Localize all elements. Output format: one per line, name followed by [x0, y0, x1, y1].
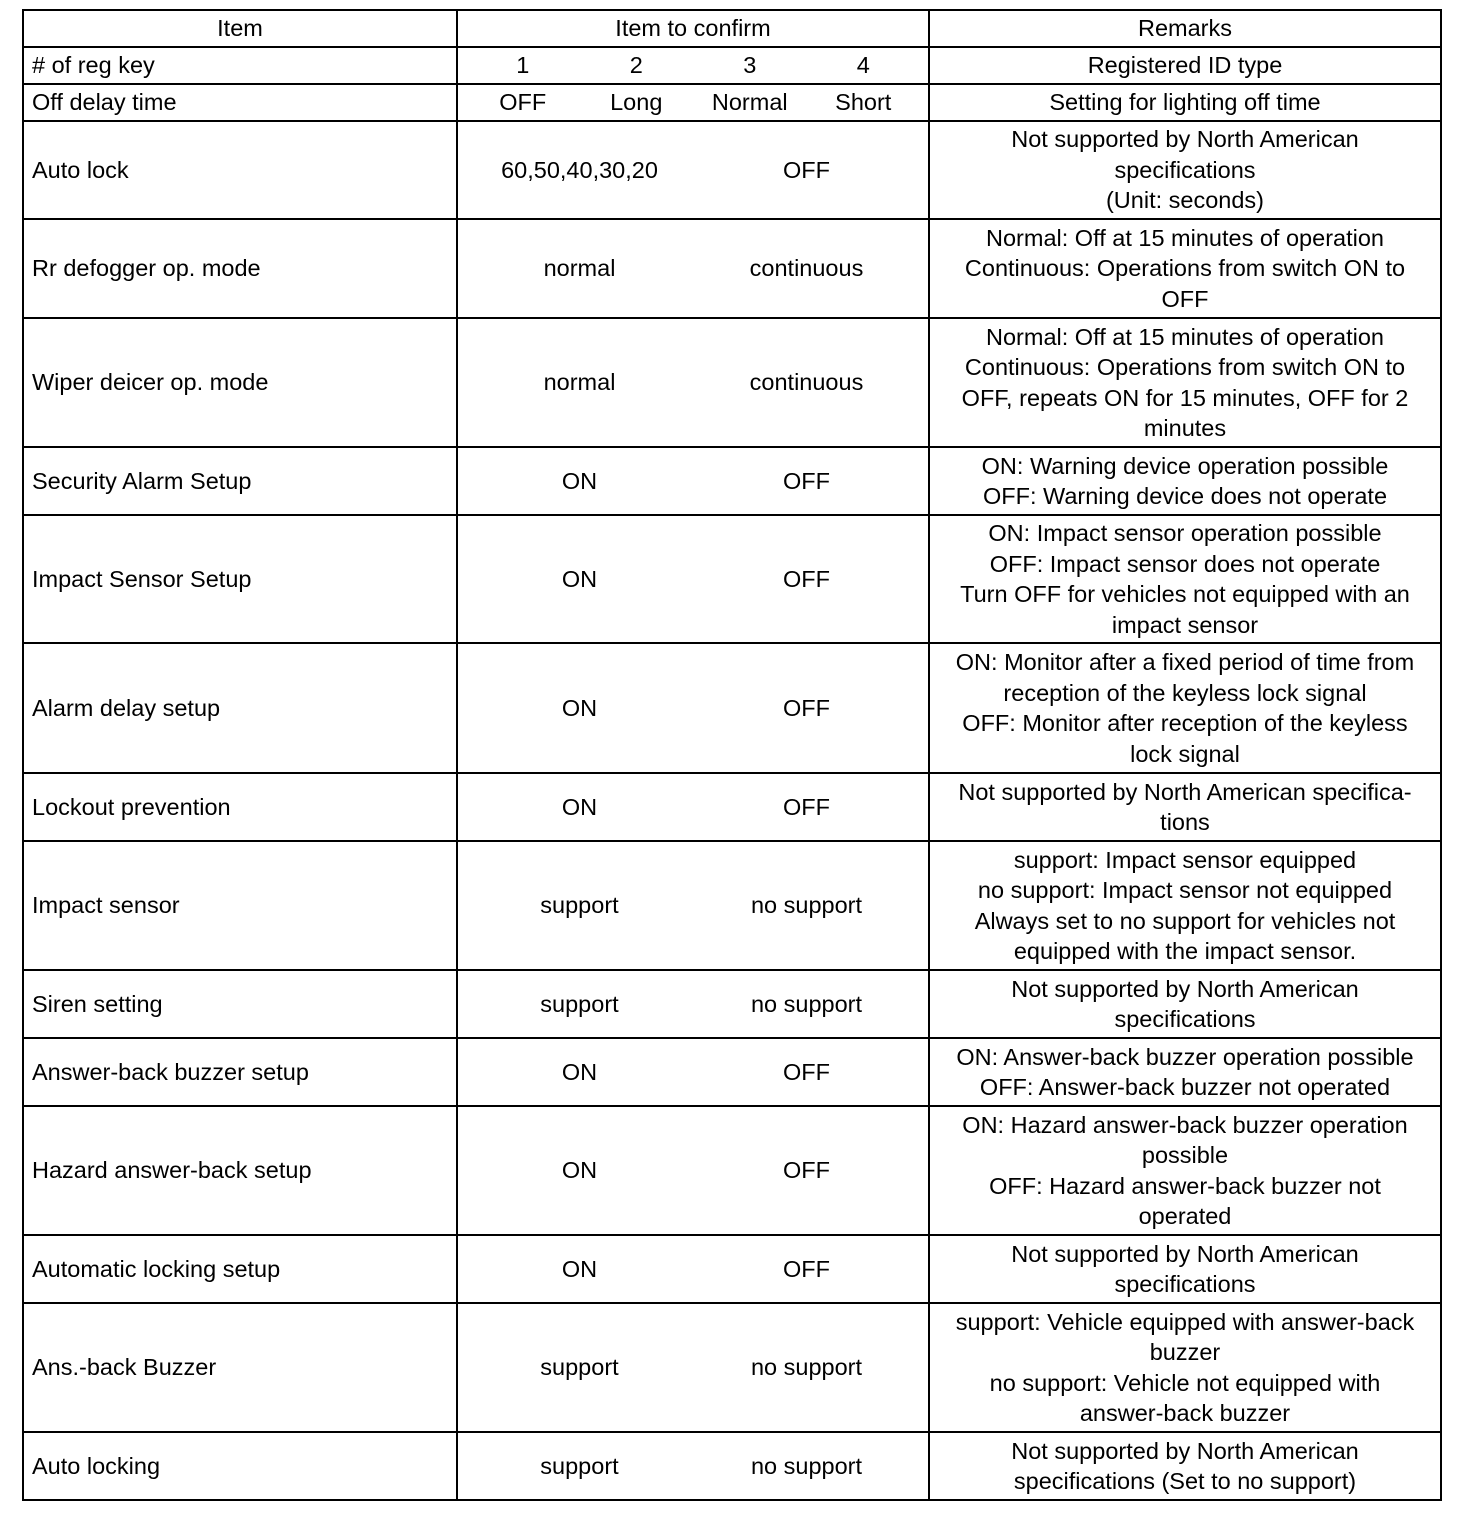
settings-table — [22, 9, 1442, 1501]
remark-line: Continuous: Operations from switch ON to — [964, 255, 1406, 282]
remark-line: specifications — [1114, 1271, 1256, 1297]
reg-key-value: 4 — [856, 52, 870, 79]
reg-key-value: 2 — [629, 52, 643, 79]
row-item-label: Security Alarm Setup — [23, 447, 457, 515]
option-b-value: no support — [750, 1354, 863, 1381]
remark-line: OFF: Monitor after reception of the keyless — [962, 710, 1408, 736]
row-remarks — [929, 447, 1441, 515]
option-b-value: OFF — [783, 1058, 830, 1085]
option-b-value: OFF — [783, 467, 830, 494]
row-remarks — [929, 841, 1441, 970]
table-row — [23, 841, 1441, 970]
remark-line: OFF: Hazard answer-back buzzer not — [989, 1172, 1381, 1199]
option-b-value: continuous — [749, 369, 864, 396]
remark-line: ON: Hazard answer-back buzzer operation — [962, 1111, 1408, 1138]
row-remarks — [929, 1106, 1441, 1235]
table-row — [23, 1106, 1441, 1235]
row-item-label: Auto lock — [23, 121, 457, 219]
row-options — [457, 219, 929, 318]
row-options — [457, 121, 929, 219]
remark-line: Not supported by North American — [1011, 126, 1359, 153]
header-item-to-confirm: Item to confirm — [457, 10, 929, 47]
row-options — [457, 1235, 929, 1303]
option-a-value: support — [540, 892, 619, 919]
remark-line: Always set to no support for vehicles not — [974, 907, 1396, 934]
remark-line: ON: Impact sensor operation possible — [988, 520, 1382, 546]
remark-line: OFF — [1161, 285, 1209, 312]
row-item-label: Alarm delay setup — [23, 643, 457, 773]
row-options — [457, 515, 929, 643]
row-remarks — [929, 643, 1441, 773]
option-b-value: no support — [750, 892, 863, 919]
remark-line: (Unit: seconds) — [1105, 187, 1265, 214]
reg-key-values — [457, 47, 929, 84]
option-b-value: no support — [750, 990, 863, 1017]
remark-line: OFF: Impact sensor does not operate — [989, 550, 1381, 577]
remark-line: Not supported by North American — [1011, 1240, 1359, 1267]
remark-line: ON: Answer-back buzzer operation possible — [956, 1043, 1414, 1070]
off-delay-row — [23, 84, 1441, 121]
row-remarks — [929, 970, 1441, 1038]
option-a-value: normal — [543, 255, 616, 282]
row-item-label: Automatic locking setup — [23, 1235, 457, 1303]
row-item-label: Hazard answer-back setup — [23, 1106, 457, 1235]
remark-line: Not supported by North American — [1011, 1437, 1359, 1464]
table-row — [23, 219, 1441, 318]
row-options — [457, 1432, 929, 1500]
remark-line: possible — [1141, 1142, 1229, 1168]
remark-line: tions — [1160, 809, 1210, 835]
option-b-value: OFF — [783, 793, 830, 820]
row-item-label: Off delay time — [23, 84, 457, 121]
option-b-value: continuous — [749, 255, 864, 282]
option-a-value: ON — [561, 1157, 598, 1184]
remark-line: ON: Monitor after a fixed period of time from — [955, 649, 1415, 675]
header-row — [23, 10, 1441, 47]
option-a-value: support — [540, 1452, 619, 1479]
remark-line: Continuous: Operations from switch ON to — [964, 354, 1406, 380]
row-options — [457, 773, 929, 841]
header-item: Item — [23, 10, 457, 47]
row-options — [457, 1038, 929, 1106]
row-options — [457, 1106, 929, 1235]
off-delay-value: OFF — [499, 89, 547, 116]
row-remarks: Registered ID type — [929, 47, 1441, 84]
row-remarks — [929, 1432, 1441, 1500]
row-options — [457, 970, 929, 1038]
header-remarks: Remarks — [929, 10, 1441, 47]
option-b-value: no support — [750, 1452, 863, 1479]
option-b-value: OFF — [783, 1255, 830, 1282]
option-a-value: ON — [561, 1255, 598, 1282]
option-a-value: ON — [561, 467, 598, 494]
row-item-label: Impact Sensor Setup — [23, 515, 457, 643]
remark-line: Normal: Off at 15 minutes of operation — [986, 323, 1384, 350]
table-row — [23, 1432, 1441, 1500]
reg-key-value: 3 — [743, 52, 757, 79]
remark-line: reception of the keyless lock signal — [1003, 679, 1367, 706]
row-item-label: Lockout prevention — [23, 773, 457, 841]
remark-line: OFF: Warning device does not operate — [982, 483, 1388, 509]
row-options — [457, 643, 929, 773]
option-b-value: OFF — [783, 156, 830, 183]
option-a-value: support — [540, 990, 619, 1017]
remark-line: ON: Warning device operation possible — [981, 452, 1389, 479]
row-item-label: Auto locking — [23, 1432, 457, 1500]
remark-line: specifications (Set to no support) — [1013, 1468, 1357, 1494]
remark-line: no support: Vehicle not equipped with — [989, 1369, 1381, 1396]
table-row — [23, 970, 1441, 1038]
row-remarks — [929, 219, 1441, 318]
remark-line: OFF, repeats ON for 15 minutes, OFF for 2 — [961, 384, 1409, 411]
row-remarks — [929, 773, 1441, 841]
off-delay-values — [457, 84, 929, 121]
row-remarks — [929, 1235, 1441, 1303]
remark-line: lock signal — [1130, 740, 1240, 767]
reg-key-value: 1 — [516, 52, 530, 79]
row-item-label: Impact sensor — [23, 841, 457, 970]
option-b-value: OFF — [783, 565, 830, 592]
remark-line: OFF: Answer-back buzzer not operated — [979, 1074, 1391, 1100]
row-options — [457, 841, 929, 970]
off-delay-value: Short — [835, 89, 892, 116]
option-a-value: 60,50,40,30,20 — [501, 156, 658, 183]
table-row — [23, 773, 1441, 841]
table-row — [23, 1235, 1441, 1303]
row-item-label: Siren setting — [23, 970, 457, 1038]
row-remarks — [929, 318, 1441, 447]
row-remarks: Setting for lighting off time — [929, 84, 1441, 121]
option-a-value: ON — [561, 565, 598, 592]
remark-line: Normal: Off at 15 minutes of operation — [986, 224, 1384, 251]
table-row — [23, 1303, 1441, 1432]
option-a-value: normal — [543, 369, 616, 396]
remark-line: specifications — [1114, 156, 1256, 183]
row-item-label: Wiper deicer op. mode — [23, 318, 457, 447]
remark-line: impact sensor — [1111, 611, 1259, 638]
row-options — [457, 1303, 929, 1432]
row-item-label: Answer-back buzzer setup — [23, 1038, 457, 1106]
row-remarks — [929, 1038, 1441, 1106]
table-row — [23, 121, 1441, 219]
remark-line: answer-back buzzer — [1079, 1400, 1291, 1426]
option-a-value: ON — [561, 694, 598, 721]
remark-line: no support: Impact sensor not equipped — [977, 877, 1393, 903]
off-delay-value: Long — [610, 89, 663, 116]
remark-line: equipped with the impact sensor. — [1013, 938, 1357, 964]
row-remarks — [929, 515, 1441, 643]
remark-line: support: Vehicle equipped with answer-back — [955, 1308, 1415, 1335]
remark-line: Not supported by North American — [1011, 975, 1359, 1002]
remark-line: buzzer — [1149, 1339, 1221, 1365]
row-item-label: # of reg key — [23, 47, 457, 84]
option-b-value: OFF — [783, 694, 830, 721]
row-remarks — [929, 121, 1441, 219]
reg-key-row — [23, 47, 1441, 84]
row-options — [457, 318, 929, 447]
row-remarks — [929, 1303, 1441, 1432]
remark-line: minutes — [1143, 415, 1227, 441]
table-row — [23, 643, 1441, 773]
row-item-label: Rr defogger op. mode — [23, 219, 457, 318]
remark-line: Turn OFF for vehicles not equipped with an — [960, 581, 1410, 607]
remark-line: specifications — [1114, 1006, 1256, 1032]
table-row — [23, 515, 1441, 643]
row-options — [457, 447, 929, 515]
row-item-label: Ans.-back Buzzer — [23, 1303, 457, 1432]
option-a-value: ON — [561, 1058, 598, 1085]
remark-line: operated — [1138, 1203, 1232, 1229]
remark-line: support: Impact sensor equipped — [1013, 846, 1357, 873]
table-row — [23, 318, 1441, 447]
remark-line: Not supported by North American specifica- — [958, 778, 1412, 805]
option-b-value: OFF — [783, 1157, 830, 1184]
off-delay-value: Normal — [711, 89, 788, 116]
table-row — [23, 1038, 1441, 1106]
option-a-value: ON — [561, 793, 598, 820]
option-a-value: support — [540, 1354, 619, 1381]
table-row — [23, 447, 1441, 515]
